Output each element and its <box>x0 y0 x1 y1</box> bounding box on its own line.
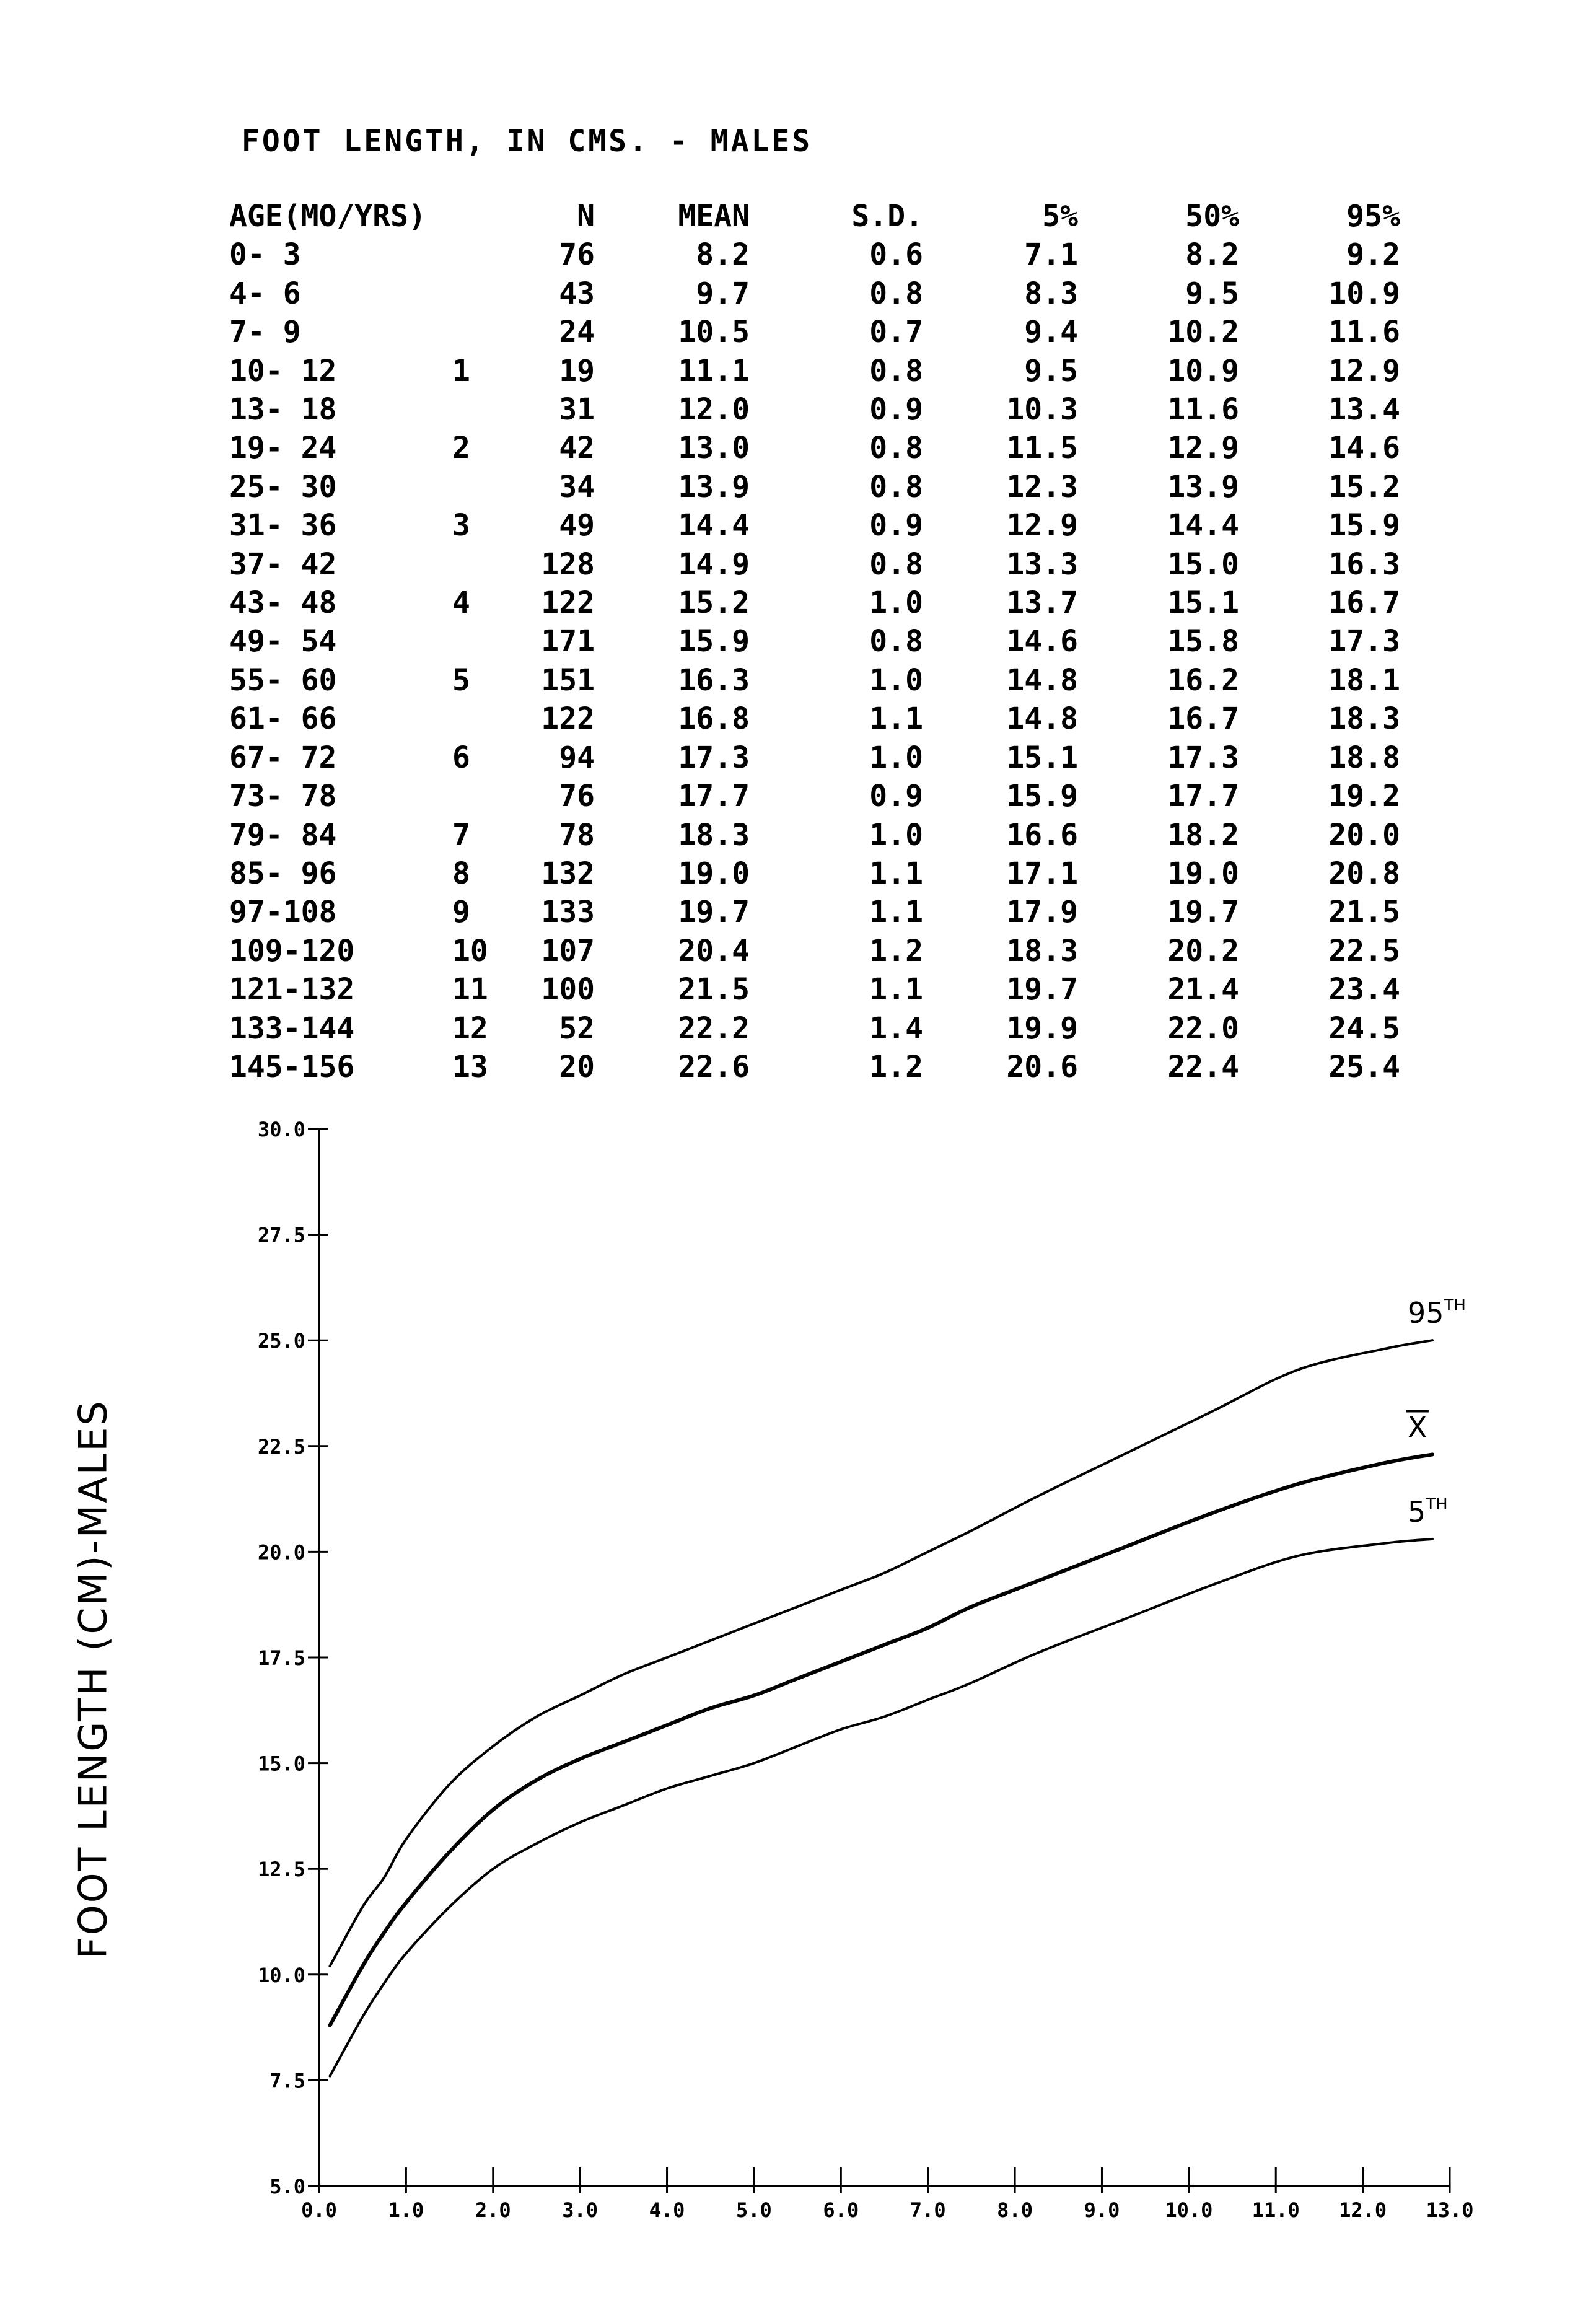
cell-p50: 16.2 <box>1167 662 1239 698</box>
cell-mean: 16.8 <box>678 701 750 737</box>
cell-mean: 14.9 <box>678 546 750 582</box>
cell-p95: 20.0 <box>1328 817 1400 853</box>
header-p5: 5% <box>1042 199 1078 234</box>
series-line-mean <box>330 1454 1432 2025</box>
cell-p50: 16.7 <box>1167 701 1239 737</box>
cell-mean: 18.3 <box>678 817 750 853</box>
cell-n: 49 <box>559 508 595 543</box>
cell-age: 55- 60 <box>229 662 337 698</box>
cell-years: 8 <box>452 856 470 891</box>
cell-years: 1 <box>452 353 470 388</box>
cell-years: 6 <box>452 740 470 775</box>
x-tick-label: 7.0 <box>910 2198 946 2222</box>
cell-n: 34 <box>559 469 595 504</box>
cell-age: 0- 3 <box>229 237 301 273</box>
cell-p95: 22.5 <box>1328 933 1400 968</box>
cell-age: 37- 42 <box>229 546 337 582</box>
cell-p5: 20.6 <box>1006 1049 1078 1084</box>
cell-sd: 0.8 <box>869 469 923 504</box>
cell-p5: 8.3 <box>1024 276 1078 311</box>
cell-n: 122 <box>541 586 595 621</box>
cell-mean: 17.3 <box>678 740 750 775</box>
cell-p5: 9.4 <box>1024 315 1078 350</box>
cell-years: 4 <box>452 586 470 621</box>
cell-p50: 15.0 <box>1167 546 1239 582</box>
cell-years: 10 <box>452 933 488 968</box>
series-label: 95TH <box>1407 1296 1466 1330</box>
cell-p95: 10.9 <box>1328 276 1400 311</box>
cell-p95: 9.2 <box>1346 237 1400 273</box>
cell-mean: 22.6 <box>678 1049 750 1084</box>
cell-sd: 1.2 <box>869 933 923 968</box>
cell-age: 85- 96 <box>229 856 337 891</box>
x-tick-label: 11.0 <box>1252 2198 1300 2222</box>
cell-years: 2 <box>452 431 470 466</box>
cell-n: 20 <box>559 1049 595 1084</box>
cell-sd: 1.1 <box>869 895 923 930</box>
cell-mean: 11.1 <box>678 353 750 388</box>
x-tick-label: 2.0 <box>475 2198 511 2222</box>
cell-p5: 10.3 <box>1006 392 1078 428</box>
cell-age: 25- 30 <box>229 469 337 504</box>
cell-mean: 15.2 <box>678 586 750 621</box>
cell-p50: 15.1 <box>1167 586 1239 621</box>
cell-n: 132 <box>541 856 595 891</box>
y-tick-label: 17.5 <box>257 1646 305 1670</box>
x-tick-label: 8.0 <box>997 2198 1033 2222</box>
cell-sd: 1.1 <box>869 972 923 1007</box>
cell-p50: 17.3 <box>1167 740 1239 775</box>
cell-years: 11 <box>452 972 488 1007</box>
cell-sd: 0.9 <box>869 392 923 428</box>
cell-p95: 18.8 <box>1328 740 1400 775</box>
cell-p5: 12.9 <box>1006 508 1078 543</box>
header-p95: 95% <box>1346 199 1400 234</box>
cell-p5: 12.3 <box>1006 469 1078 504</box>
cell-years: 5 <box>452 662 470 698</box>
cell-sd: 1.0 <box>869 662 923 698</box>
cell-p95: 14.6 <box>1328 431 1400 466</box>
cell-mean: 8.2 <box>696 237 750 273</box>
cell-p50: 18.2 <box>1167 817 1239 853</box>
cell-age: 97-108 <box>229 895 337 930</box>
header-age: AGE(MO/YRS) <box>229 199 426 234</box>
y-tick-label: 30.0 <box>257 1118 305 1141</box>
cell-n: 107 <box>541 933 595 968</box>
cell-p5: 18.3 <box>1006 933 1078 968</box>
cell-age: 49- 54 <box>229 624 337 659</box>
y-tick-label: 10.0 <box>257 1963 305 1987</box>
x-tick-label: 10.0 <box>1165 2198 1213 2222</box>
cell-n: 76 <box>559 237 595 273</box>
x-tick-label: 6.0 <box>823 2198 859 2222</box>
cell-mean: 13.0 <box>678 431 750 466</box>
cell-sd: 1.0 <box>869 740 923 775</box>
header-sd: S.D. <box>851 199 923 234</box>
y-tick-label: 15.0 <box>257 1752 305 1776</box>
cell-sd: 0.7 <box>869 315 923 350</box>
cell-years: 3 <box>452 508 470 543</box>
cell-p95: 24.5 <box>1328 1011 1400 1046</box>
cell-p5: 19.7 <box>1006 972 1078 1007</box>
cell-p95: 13.4 <box>1328 392 1400 428</box>
cell-sd: 1.0 <box>869 817 923 853</box>
cell-mean: 21.5 <box>678 972 750 1007</box>
cell-p95: 20.8 <box>1328 856 1400 891</box>
cell-p95: 16.3 <box>1328 546 1400 582</box>
cell-p50: 8.2 <box>1185 237 1239 273</box>
cell-n: 100 <box>541 972 595 1007</box>
cell-p50: 11.6 <box>1167 392 1239 428</box>
cell-n: 151 <box>541 662 595 698</box>
cell-mean: 19.0 <box>678 856 750 891</box>
cell-years: 9 <box>452 895 470 930</box>
cell-sd: 1.1 <box>869 856 923 891</box>
cell-p95: 15.2 <box>1328 469 1400 504</box>
cell-sd: 0.8 <box>869 276 923 311</box>
cell-sd: 0.9 <box>869 779 923 814</box>
y-tick-label: 5.0 <box>270 2175 305 2198</box>
y-axis-label: FOOT LENGTH (CM)-MALES <box>70 1399 116 1959</box>
cell-n: 76 <box>559 779 595 814</box>
cell-age: 7- 9 <box>229 315 301 350</box>
x-tick-label: 9.0 <box>1084 2198 1120 2222</box>
series-label: 5TH <box>1407 1495 1448 1529</box>
header-n: N <box>577 199 595 234</box>
y-tick-label: 20.0 <box>257 1540 305 1565</box>
x-tick-label: 5.0 <box>736 2198 772 2222</box>
cell-p5: 14.6 <box>1006 624 1078 659</box>
cell-n: 19 <box>559 353 595 388</box>
cell-p95: 15.9 <box>1328 508 1400 543</box>
cell-p5: 9.5 <box>1024 353 1078 388</box>
cell-age: 31- 36 <box>229 508 337 543</box>
cell-years: 7 <box>452 817 470 853</box>
cell-p5: 15.1 <box>1006 740 1078 775</box>
cell-mean: 17.7 <box>678 779 750 814</box>
cell-sd: 1.2 <box>869 1049 923 1084</box>
cell-age: 43- 48 <box>229 586 337 621</box>
series-label-superscript: TH <box>1444 1296 1466 1315</box>
y-tick-label: 12.5 <box>257 1858 305 1882</box>
cell-p95: 23.4 <box>1328 972 1400 1007</box>
cell-p50: 9.5 <box>1185 276 1239 311</box>
cell-p5: 13.7 <box>1006 586 1078 621</box>
cell-age: 79- 84 <box>229 817 337 853</box>
cell-p50: 14.4 <box>1167 508 1239 543</box>
cell-p95: 19.2 <box>1328 779 1400 814</box>
cell-n: 122 <box>541 701 595 737</box>
cell-mean: 9.7 <box>696 276 750 311</box>
cell-n: 78 <box>559 817 595 853</box>
x-tick-label: 0.0 <box>301 2198 337 2222</box>
cell-p50: 21.4 <box>1167 972 1239 1007</box>
cell-age: 13- 18 <box>229 392 337 428</box>
y-tick-label: 22.5 <box>257 1434 305 1459</box>
y-tick-label: 7.5 <box>270 2069 305 2093</box>
cell-mean: 20.4 <box>678 933 750 968</box>
cell-p95: 16.7 <box>1328 586 1400 621</box>
cell-p5: 16.6 <box>1006 817 1078 853</box>
cell-p50: 19.7 <box>1167 895 1239 930</box>
cell-mean: 19.7 <box>678 895 750 930</box>
cell-p50: 10.2 <box>1167 315 1239 350</box>
cell-age: 145-156 <box>229 1049 355 1084</box>
cell-p50: 15.8 <box>1167 624 1239 659</box>
cell-p95: 18.1 <box>1328 662 1400 698</box>
cell-age: 4- 6 <box>229 276 301 311</box>
cell-n: 52 <box>559 1011 595 1046</box>
cell-p5: 14.8 <box>1006 662 1078 698</box>
cell-p95: 17.3 <box>1328 624 1400 659</box>
cell-age: 121-132 <box>229 972 355 1007</box>
cell-age: 67- 72 <box>229 740 337 775</box>
cell-age: 133-144 <box>229 1011 355 1046</box>
cell-years: 13 <box>452 1049 488 1084</box>
cell-p95: 12.9 <box>1328 353 1400 388</box>
cell-mean: 16.3 <box>678 662 750 698</box>
cell-sd: 0.8 <box>869 546 923 582</box>
cell-p5: 14.8 <box>1006 701 1078 737</box>
cell-mean: 22.2 <box>678 1011 750 1046</box>
x-tick-label: 4.0 <box>649 2198 685 2222</box>
cell-sd: 0.8 <box>869 431 923 466</box>
series-line-p95 <box>330 1340 1432 1966</box>
cell-p95: 11.6 <box>1328 315 1400 350</box>
cell-sd: 0.8 <box>869 624 923 659</box>
cell-p50: 22.0 <box>1167 1011 1239 1046</box>
y-tick-label: 27.5 <box>257 1223 305 1247</box>
cell-n: 171 <box>541 624 595 659</box>
table-title: FOOT LENGTH, IN CMS. - MALES <box>242 124 813 159</box>
series-label: X <box>1407 1410 1427 1444</box>
cell-sd: 1.1 <box>869 701 923 737</box>
cell-p50: 17.7 <box>1167 779 1239 814</box>
cell-p95: 18.3 <box>1328 701 1400 737</box>
cell-sd: 0.8 <box>869 353 923 388</box>
cell-sd: 0.6 <box>869 237 923 273</box>
cell-p50: 10.9 <box>1167 353 1239 388</box>
cell-p95: 21.5 <box>1328 895 1400 930</box>
cell-n: 133 <box>541 895 595 930</box>
cell-p5: 13.3 <box>1006 546 1078 582</box>
cell-age: 109-120 <box>229 933 355 968</box>
cell-n: 31 <box>559 392 595 428</box>
header-mean: MEAN <box>678 199 750 234</box>
cell-n: 128 <box>541 546 595 582</box>
cell-p50: 22.4 <box>1167 1049 1239 1084</box>
cell-p50: 20.2 <box>1167 933 1239 968</box>
cell-p5: 11.5 <box>1006 431 1078 466</box>
cell-p5: 19.9 <box>1006 1011 1078 1046</box>
cell-n: 24 <box>559 315 595 350</box>
x-tick-label: 1.0 <box>388 2198 424 2222</box>
cell-n: 94 <box>559 740 595 775</box>
cell-p50: 12.9 <box>1167 431 1239 466</box>
cell-n: 42 <box>559 431 595 466</box>
cell-mean: 10.5 <box>678 315 750 350</box>
cell-age: 73- 78 <box>229 779 337 814</box>
cell-mean: 15.9 <box>678 624 750 659</box>
cell-age: 10- 12 <box>229 353 337 388</box>
cell-p5: 17.1 <box>1006 856 1078 891</box>
cell-age: 61- 66 <box>229 701 337 737</box>
cell-n: 43 <box>559 276 595 311</box>
cell-years: 12 <box>452 1011 488 1046</box>
y-tick-label: 25.0 <box>257 1329 305 1353</box>
cell-age: 19- 24 <box>229 431 337 466</box>
cell-mean: 14.4 <box>678 508 750 543</box>
cell-p5: 15.9 <box>1006 779 1078 814</box>
cell-p5: 17.9 <box>1006 895 1078 930</box>
cell-p95: 25.4 <box>1328 1049 1400 1084</box>
cell-p5: 7.1 <box>1024 237 1078 273</box>
cell-p50: 13.9 <box>1167 469 1239 504</box>
cell-sd: 1.0 <box>869 586 923 621</box>
header-p50: 50% <box>1185 199 1239 234</box>
cell-mean: 13.9 <box>678 469 750 504</box>
series-label-superscript: TH <box>1426 1495 1448 1514</box>
x-tick-label: 13.0 <box>1426 2198 1474 2222</box>
cell-p50: 19.0 <box>1167 856 1239 891</box>
x-tick-label: 12.0 <box>1339 2198 1387 2222</box>
x-tick-label: 3.0 <box>562 2198 598 2222</box>
cell-sd: 0.9 <box>869 508 923 543</box>
cell-mean: 12.0 <box>678 392 750 428</box>
cell-sd: 1.4 <box>869 1011 923 1046</box>
